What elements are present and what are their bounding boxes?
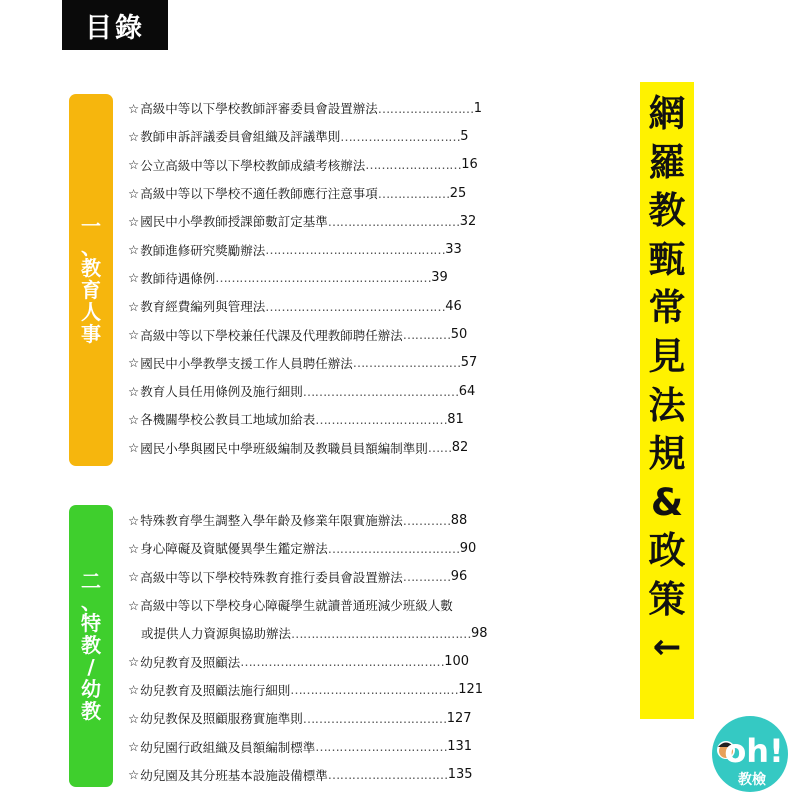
dot-leader: ………………………………: [302, 710, 447, 726]
star-bullet-icon: ☆: [128, 157, 140, 173]
toc-item-page: 64: [458, 383, 476, 399]
banner-char: 法: [648, 383, 686, 427]
star-bullet-icon: ☆: [128, 383, 140, 399]
star-bullet-icon: ☆: [128, 767, 140, 783]
star-bullet-icon: ☆: [128, 682, 140, 698]
toc-item-title: 身心障礙及資賦優異學生鑑定辦法: [140, 541, 328, 557]
banner-char: 常: [648, 286, 686, 330]
toc-item-title: 各機關學校公教員工地域加給表: [140, 412, 316, 428]
toc-item-page: 46: [445, 298, 462, 314]
toc-item-title: 高級中等以下學校兼任代課及代理教師聘任辦法: [140, 327, 403, 343]
toc-item-page: 57: [460, 355, 478, 371]
toc-item-title: 幼兒教育及照顧法: [140, 654, 241, 670]
star-bullet-icon: ☆: [128, 597, 140, 613]
logo-subtext: 教檢: [738, 772, 766, 788]
dot-leader: …………: [402, 512, 451, 528]
toc-item-title: 高級中等以下學校特殊教育推行委員會設置辦法: [140, 569, 403, 585]
toc-item[interactable]: [128, 732, 488, 760]
dot-leader: ……: [427, 440, 452, 456]
banner-char: 甄: [648, 237, 686, 281]
star-bullet-icon: ☆: [128, 540, 140, 556]
section-tab-char: 教: [81, 699, 101, 723]
toc-item[interactable]: [128, 377, 482, 405]
dot-leader: …………………………: [327, 767, 448, 783]
toc-item-title: 教師待遇條例: [140, 270, 216, 286]
toc-item-page: 1: [473, 100, 483, 116]
toc-item[interactable]: [128, 264, 482, 292]
section-tab-education-personnel: [69, 94, 113, 466]
star-bullet-icon: ☆: [128, 327, 140, 343]
star-bullet-icon: ☆: [128, 512, 140, 528]
toc-item[interactable]: [128, 591, 488, 619]
left-arrow-icon: ←: [652, 626, 682, 667]
banner-char: 規: [648, 432, 686, 476]
star-bullet-icon: ☆: [128, 440, 140, 456]
dot-leader: ……………………………: [315, 739, 448, 755]
toc-item-page: 16: [461, 157, 478, 173]
dot-leader: ………………………………………: [265, 298, 446, 314]
toc-item[interactable]: [128, 349, 482, 377]
banner-char: 網: [648, 92, 686, 135]
page-title: 目錄: [62, 0, 168, 50]
dot-leader: …………………………: [340, 128, 461, 144]
toc-item-page: 32: [459, 213, 477, 229]
dot-leader: ………………………………………: [265, 242, 446, 258]
toc-item-title: 國民小學與國民中學班級編制及教職員員額編制準則: [140, 440, 428, 456]
toc-item-title: 教師進修研究獎勵辦法: [140, 242, 266, 258]
toc-item-page: 50: [450, 327, 468, 343]
toc-item-title: 幼兒園及其分班基本設施設備標準: [140, 767, 328, 783]
toc-item[interactable]: [128, 619, 488, 647]
toc-item[interactable]: [128, 704, 488, 732]
toc-item[interactable]: [128, 405, 482, 433]
dot-leader: ……………………………: [315, 411, 448, 427]
toc-item-page: 82: [451, 440, 469, 456]
toc-item-page: 5: [460, 128, 469, 144]
toc-item-page: 135: [447, 767, 473, 783]
toc-item-page: 98: [471, 625, 488, 641]
toc-item-title: 國民中小學教師授課節數訂定基準: [140, 214, 328, 230]
section-tab-char: 特: [81, 611, 101, 635]
toc-list-section-1: [128, 94, 482, 462]
toc-item-page: 25: [449, 185, 467, 201]
star-bullet-icon: ☆: [128, 128, 140, 144]
dot-leader: ……………………: [377, 100, 474, 116]
toc-item[interactable]: [128, 647, 488, 675]
toc-item-title: 幼兒教保及照顧服務實施準則: [140, 711, 303, 727]
banner-char: &: [650, 480, 684, 524]
toc-item-title: 幼兒教育及照顧法施行細則: [140, 682, 291, 698]
star-bullet-icon: ☆: [128, 710, 140, 726]
dot-leader: ……………………………: [327, 540, 460, 556]
section-tab-char: 人: [81, 300, 101, 324]
dot-leader: ……………………………: [327, 213, 460, 229]
toc-item[interactable]: [128, 676, 488, 704]
toc-item[interactable]: [128, 506, 488, 534]
toc-item-page: 96: [450, 569, 468, 585]
side-banner: [640, 82, 694, 719]
section-tab-char: 幼: [81, 677, 101, 701]
banner-char: 教: [648, 189, 686, 233]
star-bullet-icon: ☆: [128, 569, 140, 585]
toc-item-page: 121: [458, 682, 484, 698]
section-tab-char: /: [87, 655, 95, 679]
toc-item[interactable]: [128, 761, 488, 789]
star-bullet-icon: ☆: [128, 270, 140, 286]
toc-item-page: 131: [447, 739, 473, 755]
section-tab-char: 二: [81, 569, 101, 593]
section-tab-char: 育: [81, 278, 101, 302]
toc-item-page: 33: [445, 242, 462, 258]
star-bullet-icon: ☆: [128, 739, 140, 755]
toc-item-title: 教育經費編列與管理法: [140, 299, 266, 315]
toc-item[interactable]: [128, 434, 482, 462]
toc-item[interactable]: [128, 207, 482, 235]
toc-item-title: 特殊教育學生調整入學年齡及修業年限實施辦法: [140, 513, 403, 529]
dot-leader: …………: [402, 569, 451, 585]
toc-item[interactable]: [128, 563, 488, 591]
toc-item[interactable]: [128, 94, 482, 122]
section-tab-char: 一: [81, 214, 101, 238]
section-tab-char: 教: [81, 633, 101, 657]
star-bullet-icon: ☆: [128, 355, 140, 371]
toc-item-title: 教師申訴評議委員會組織及評議準則: [140, 129, 341, 145]
star-bullet-icon: ☆: [128, 411, 140, 427]
oh-logo: [706, 714, 788, 796]
section-tab-char: 、: [81, 235, 101, 259]
toc-item[interactable]: [128, 122, 482, 150]
dot-leader: ………………………: [352, 355, 461, 371]
toc-item-title: 教育人員任用條例及施行細則: [140, 384, 303, 400]
star-bullet-icon: ☆: [128, 242, 140, 258]
section-tab-char: 教: [81, 256, 101, 280]
toc-item-title: 幼兒園行政組織及員額編制標準: [140, 739, 316, 755]
toc-list-section-2: [128, 506, 488, 789]
toc-item-title: 高級中等以下學校不適任教師應行注意事項: [140, 186, 378, 202]
toc-item[interactable]: [128, 320, 482, 348]
toc-item[interactable]: [128, 534, 488, 562]
toc-item-title: 國民中小學教學支援工作人員聘任辦法: [140, 355, 353, 371]
section-tab-special-preschool: [69, 505, 113, 787]
dot-leader: …………………………………: [302, 383, 459, 399]
star-bullet-icon: ☆: [128, 298, 140, 314]
banner-char: 政: [648, 529, 686, 573]
star-bullet-icon: ☆: [128, 213, 140, 229]
logo-text: oh!: [724, 732, 784, 770]
toc-item-page: 100: [444, 654, 470, 670]
dot-leader: ………………: [377, 185, 450, 201]
toc-item-title: 或提供人力資源與協助辦法: [141, 626, 292, 642]
toc-item[interactable]: [128, 151, 482, 179]
banner-char: 羅: [648, 140, 686, 184]
toc-item-page: 88: [450, 512, 468, 528]
star-bullet-icon: ☆: [128, 100, 140, 116]
dot-leader: ……………………………………: [290, 682, 459, 698]
toc-item-page: 39: [431, 270, 448, 286]
banner-char: 策: [648, 577, 686, 621]
toc-item[interactable]: [128, 292, 482, 320]
dot-leader: ……………………………………………: [240, 654, 445, 670]
dot-leader: …………: [402, 327, 451, 343]
toc-item-title: 高級中等以下學校教師評審委員會設置辦法: [140, 101, 378, 117]
dot-leader: ………………………………………………: [215, 270, 432, 286]
banner-char: 見: [648, 334, 686, 378]
dot-leader: ………………………………………: [291, 625, 472, 641]
toc-item[interactable]: [128, 179, 482, 207]
dot-leader: ……………………: [365, 157, 462, 173]
toc-item-page: 127: [446, 710, 472, 726]
toc-item-page: 81: [447, 411, 464, 427]
toc-item-page: 90: [459, 540, 477, 556]
section-tab-char: 、: [81, 590, 101, 614]
star-bullet-icon: ☆: [128, 654, 140, 670]
toc-item[interactable]: [128, 235, 482, 263]
star-bullet-icon: ☆: [128, 185, 140, 201]
toc-item-title: 高級中等以下學校身心障礙學生就讀普通班減少班級人數: [140, 598, 453, 614]
toc-item-title: 公立高級中等以下學校教師成績考核辦法: [140, 157, 366, 173]
section-tab-char: 事: [81, 322, 101, 346]
